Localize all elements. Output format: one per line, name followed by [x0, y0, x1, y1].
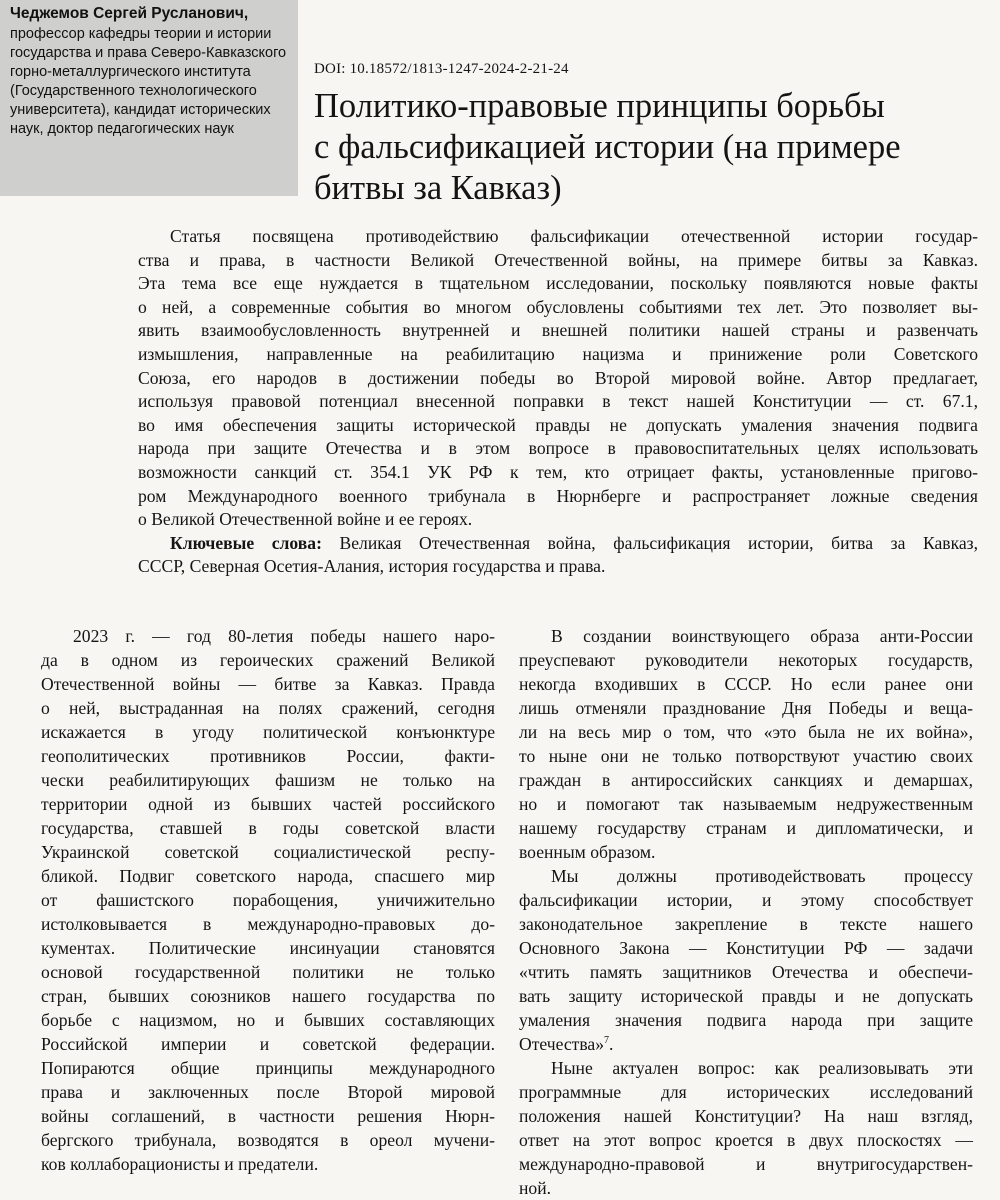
- body-line: права и заключенных после Второй мировой: [41, 1082, 495, 1102]
- keywords-line: СССР, Северная Осетия-Алания, история государства и права.: [138, 556, 606, 577]
- abstract-line: Эта тема все еще нуждается в тщательном исследовании, поскольку появляются новые факты: [138, 273, 978, 294]
- abstract-line: используя правовой потенциал внесенной поправки в текст нашей Конституции — ст. 67.1,: [138, 391, 978, 412]
- body-line: Ныне актуален вопрос: как реализовывать эти: [551, 1058, 973, 1078]
- body-line: стран, бывших союзников нашего государства по: [41, 986, 495, 1006]
- keywords-line: [138, 532, 978, 556]
- footnote-reference: 7: [604, 1035, 610, 1047]
- body-line: ответ на этот вопрос кроется в двух плоскостях —: [519, 1130, 973, 1150]
- abstract-line: Союза, его народов в достижении победы во Второй мировой войне. Автор предлагает,: [138, 367, 978, 388]
- author-affiliation-line: профессор кафедры теории и истории: [10, 26, 272, 42]
- abstract-line: Статья посвящена противодействию фальсификации отечественной истории государ-: [170, 226, 978, 246]
- title-line: с фальсификацией истории (на примере: [314, 128, 901, 166]
- author-affiliation-line: государства и права Северо-Кавказского: [10, 45, 287, 61]
- body-line: от фашистского порабощения, уничижительно: [41, 890, 495, 910]
- sentence-end: .: [609, 1034, 614, 1054]
- body-line: истолковывается в международно-правовых до-: [41, 914, 495, 934]
- abstract-line: измышления, направленные на реабилитацию нацизма и принижение роли Советского: [138, 343, 978, 364]
- body-line: международно-правовой и внутригосударствен-: [519, 1154, 973, 1174]
- body-line: территории одной из бывших частей российского: [41, 794, 495, 814]
- body-line: кументах. Политические инсинуации становятся: [41, 938, 495, 958]
- body-line: чески реабилитирующих фашизм не только на: [41, 770, 495, 790]
- body-line: бликой. Подвиг советского народа, спасшего мир: [41, 866, 495, 886]
- body-line: умаления значения подвига народа при защите: [519, 1010, 973, 1030]
- body-line: то ныне они не только потворствуют участию своих: [519, 746, 973, 766]
- body-line: положения нашей Конституции? На наш взгляд,: [519, 1106, 973, 1126]
- body-line: законодательное закрепление в тексте нашего: [519, 914, 973, 934]
- body-line: Украинской советской социалистической респу-: [41, 842, 495, 862]
- author-affiliation-line: университета), кандидат исторических: [10, 102, 271, 118]
- body-line: некогда входивших в СССР. Но если ранее они: [519, 674, 973, 694]
- body-line: ной.: [519, 1178, 552, 1198]
- body-line: государства, ставшей в годы советской власти: [41, 818, 495, 838]
- body-line: «чтить память защитников Отечества и обеспечи-: [519, 962, 973, 982]
- author-name: Чеджемов Сергей Русланович,: [10, 5, 249, 22]
- doi: DOI: 10.18572/1813-1247-2024-2-21-24: [314, 61, 569, 77]
- title-line: Политико-правовые принципы борьбы: [314, 87, 885, 125]
- body-line: граждан в антироссийских санкциях и демаршах,: [519, 770, 973, 790]
- body-line: ков коллаборационисты и предатели.: [41, 1154, 319, 1174]
- abstract-line: народа при защите Отечества и в этом вопросе в правовоспитательных целях использовать: [138, 438, 978, 459]
- abstract-line: возможности санкций ст. 354.1 УК РФ к тем, кто отрицает факты, установленные пригово-: [138, 461, 978, 482]
- body-line: искажается в угоду политической конъюнктуре: [41, 722, 495, 742]
- body-line: войны соглашений, в частности решения Нюрн-: [41, 1106, 495, 1126]
- abstract-line: во имя обеспечения защиты исторической правды не допускать умаления значения подвига: [138, 414, 978, 435]
- body-line: вать защиту исторической правды и не допускать: [519, 986, 973, 1006]
- author-affiliation-line: горно-металлургического института: [10, 64, 251, 80]
- abstract-line: ром Международного военного трибунала в Нюрнберге и распространяет ложные сведения: [138, 485, 978, 506]
- title-line: битвы за Кавказ): [314, 169, 562, 207]
- body-line: Отечественной войны — битве за Кавказ. Правда: [41, 674, 495, 694]
- abstract-line: о ней, а современные события во многом обусловлены событиями тех лет. Это позволяет вы-: [138, 296, 978, 317]
- keywords-label: Ключевые слова:: [170, 532, 322, 553]
- body-line: лишь отменяли празднование Дня Победы и веща-: [519, 698, 973, 718]
- body-line: но и помогают так называемым недружественным: [519, 794, 973, 814]
- body-line: основой государственной политики не только: [41, 962, 495, 982]
- body-column-right: [519, 624, 973, 1200]
- abstract-line: явить взаимообусловленность внутренней и внешней политики нашей страны и развенчать: [138, 320, 978, 341]
- abstract-line: ства и права, в частности Великой Отечественной войны, на примере битвы за Кавказ.: [138, 249, 978, 270]
- keywords-text: Великая Отечественная война, фальсификация истории, битва за Кавказ,: [321, 532, 979, 553]
- body-line: Попираются общие принципы международного: [41, 1058, 495, 1078]
- body-line: Основного Закона — Конституции РФ — задачи: [519, 938, 973, 958]
- body-line: борьбе с нацизмом, но и бывших составляющих: [41, 1010, 495, 1030]
- author-box: [0, 0, 298, 196]
- body-line: преуспевают руководители некоторых государств,: [519, 650, 973, 670]
- body-line: бергского трибунала, возводятся в ореол мучени-: [41, 1130, 495, 1150]
- abstract: [138, 225, 978, 579]
- body-line: 2023 г. — год 80-летия победы нашего наро-: [73, 626, 495, 646]
- body-line: фальсификации истории, и этому способствует: [519, 890, 973, 910]
- author-affiliation-line: наук, доктор педагогических наук: [10, 121, 234, 137]
- body-line: нашему государству странам и дипломатически, и: [519, 818, 973, 838]
- body-column-left: [41, 624, 495, 1176]
- author-affiliation-line: (Государственного технологического: [10, 83, 257, 99]
- body-line: ли на весь мир о том, что «это была не их война»,: [519, 722, 973, 742]
- body-line: геополитических противников России, факти-: [41, 746, 495, 766]
- body-line: программные для исторических исследований: [519, 1082, 973, 1102]
- body-line: да в одном из героических сражений Великой: [41, 650, 495, 670]
- abstract-line: о Великой Отечественной войне и ее героях.: [138, 509, 473, 530]
- article-title: [314, 86, 994, 209]
- quote-end: Отечества»: [519, 1034, 605, 1054]
- body-line: Российской империи и советской федерации.: [41, 1034, 495, 1054]
- body-line: В создании воинствующего образа анти-России: [551, 626, 973, 646]
- body-line: Мы должны противодействовать процессу: [551, 866, 973, 886]
- body-line: [519, 1032, 973, 1056]
- body-line: о ней, выстраданная на полях сражений, сегодня: [41, 698, 495, 718]
- body-line: военным образом.: [519, 842, 656, 862]
